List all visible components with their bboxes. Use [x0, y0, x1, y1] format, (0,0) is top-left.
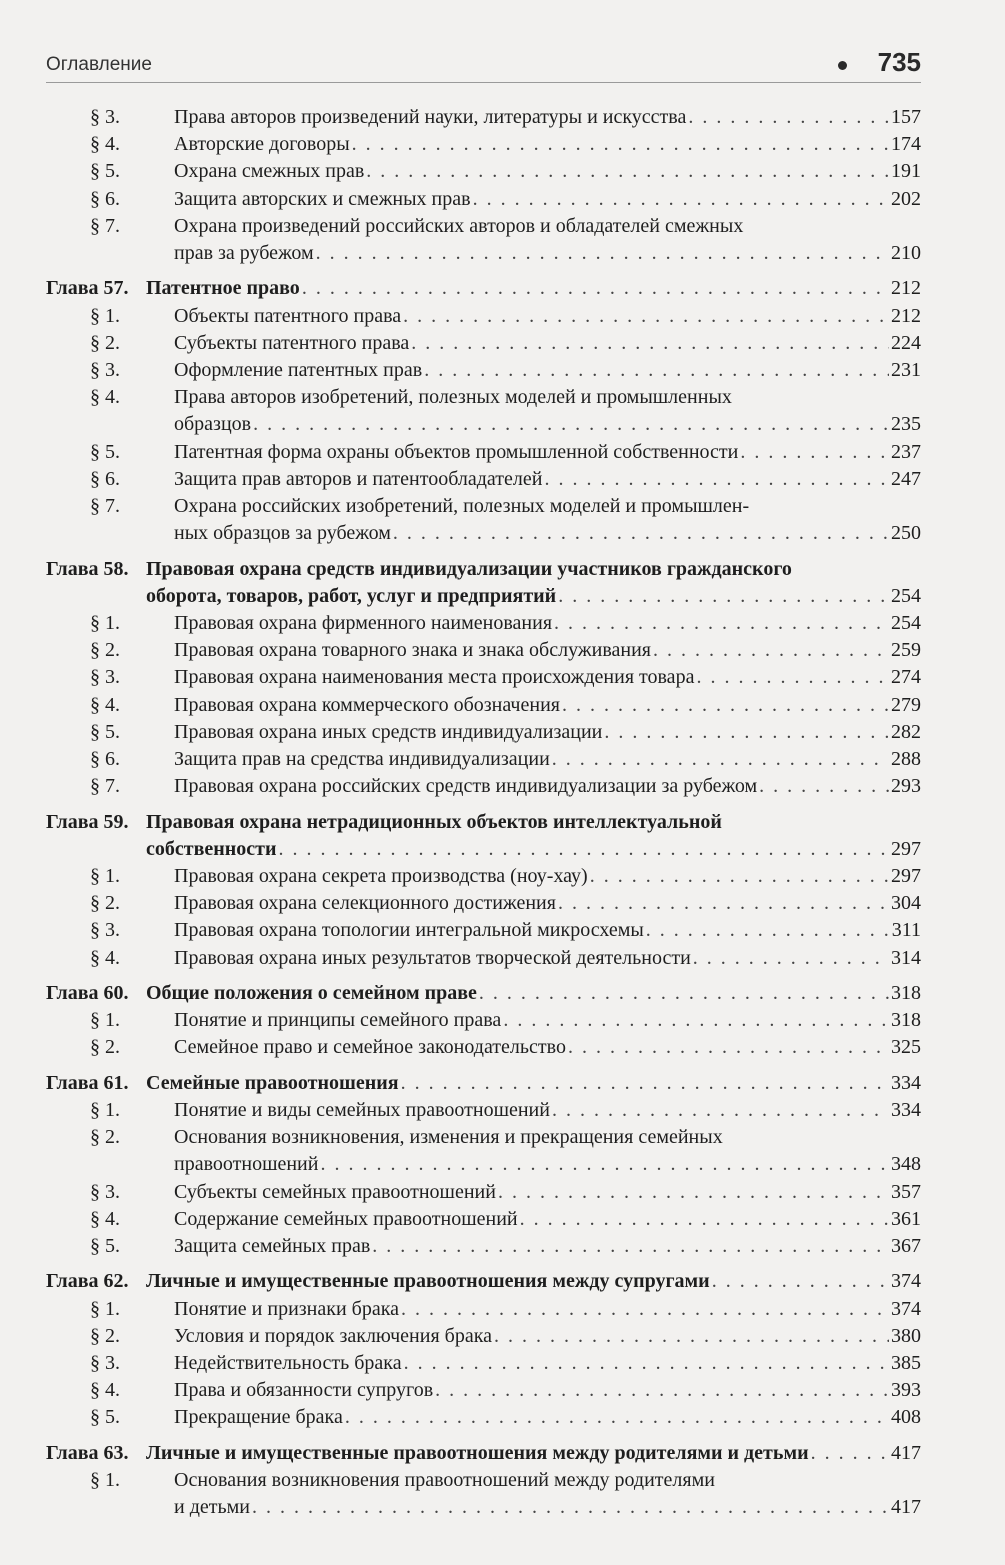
- dot-leader: [320, 1151, 889, 1178]
- entry-page-number: 297: [891, 865, 921, 888]
- toc-section-entry: [46, 1206, 921, 1233]
- entry-label: § 6.: [90, 187, 120, 210]
- entry-page-number: 311: [891, 919, 921, 942]
- dot-leader: [759, 773, 889, 800]
- toc-section-entry: [46, 104, 921, 131]
- toc-section-entry: [46, 1034, 921, 1061]
- entry-title-line: Недействительность брака: [174, 1352, 402, 1375]
- entry-page-number: 174: [891, 133, 921, 156]
- entry-title-line: прав за рубежом: [174, 242, 314, 265]
- dot-leader: [552, 1097, 889, 1124]
- entry-label: § 4.: [90, 1207, 120, 1230]
- toc-section-entry: [46, 1233, 921, 1260]
- dot-leader: [811, 1440, 889, 1467]
- dot-leader: [552, 746, 889, 773]
- entry-label: § 4.: [90, 133, 120, 156]
- entry-label: Глава 63.: [46, 1441, 129, 1464]
- entry-title-line: Объекты патентного права: [174, 304, 402, 327]
- dot-leader: [562, 692, 889, 719]
- entry-page-number: 250: [891, 522, 921, 545]
- entry-title-line: Семейное право и семейное законодательство: [174, 1036, 566, 1059]
- entry-label: § 4.: [90, 946, 120, 969]
- entry-page-number: 318: [891, 982, 921, 1005]
- toc-section-entry: [46, 945, 921, 972]
- entry-page-number: 417: [891, 1496, 921, 1519]
- dot-leader: [372, 1233, 889, 1260]
- entry-label: § 5.: [90, 720, 120, 743]
- entry-label: § 1.: [90, 865, 120, 888]
- entry-label: § 6.: [90, 748, 120, 771]
- running-header-title: Оглавление: [46, 54, 152, 75]
- entry-title-line: Основания возникновения, изменения и прекращения семейных: [174, 1126, 723, 1149]
- entry-title-line: Патентное право: [146, 277, 300, 300]
- entry-title-line: правоотношений: [174, 1153, 319, 1176]
- entry-label: § 7.: [90, 495, 120, 518]
- entry-title-line: Правовая охрана топологии интегральной микросхемы: [174, 919, 644, 942]
- running-header: [46, 47, 921, 83]
- entry-title-line: Авторские договоры: [174, 133, 350, 156]
- toc-section-entry: [46, 1377, 921, 1404]
- entry-title-line: Права авторов произведений науки, литературы и искусства: [174, 106, 687, 128]
- entry-title-line: Защита семейных прав: [174, 1235, 371, 1258]
- entry-label: § 1.: [90, 304, 120, 327]
- entry-page-number: 393: [891, 1379, 921, 1402]
- dot-leader: [403, 303, 889, 330]
- entry-title-line: образцов: [174, 413, 252, 436]
- entry-title-line: Охрана смежных прав: [174, 160, 365, 183]
- entry-label: § 4.: [90, 1379, 120, 1402]
- entry-page-number: 237: [891, 440, 921, 463]
- entry-title-line: Охрана российских изобретений, полезных моделей и промышлен-: [174, 495, 750, 518]
- entry-page-number: 212: [891, 304, 921, 327]
- entry-label: § 3.: [90, 1352, 120, 1375]
- dot-leader: [498, 1179, 889, 1206]
- entry-label: § 3.: [90, 666, 120, 689]
- toc-chapter-entry: [46, 1268, 921, 1295]
- entry-title-line: собственности: [146, 837, 277, 860]
- toc-section-entry: [46, 186, 921, 213]
- entry-page-number: 210: [891, 242, 921, 265]
- entry-label: § 2.: [90, 331, 120, 354]
- entry-title-line: Понятие и принципы семейного права: [174, 1009, 502, 1032]
- entry-title-line: Права авторов изобретений, полезных моделей и промышленных: [174, 386, 732, 409]
- entry-title-line: Правовая охрана товарного знака и знака обслуживания: [174, 639, 651, 662]
- toc-section-entry: [46, 384, 921, 438]
- dot-leader: [393, 520, 889, 547]
- dot-leader: [503, 1007, 889, 1034]
- entry-title-line: Семейные правоотношения: [146, 1071, 399, 1094]
- entry-label: Глава 61.: [46, 1071, 129, 1094]
- dot-leader: [554, 610, 889, 637]
- entry-label: § 5.: [90, 160, 120, 183]
- entry-page-number: 367: [891, 1235, 921, 1258]
- entry-title-line: Правовая охрана коммерческого обозначения: [174, 693, 560, 716]
- entry-title-line: Права и обязанности супругов: [174, 1379, 434, 1402]
- dot-leader: [411, 330, 889, 357]
- dot-leader: [404, 1350, 889, 1377]
- entry-title-line: Правовая охрана селекционного достижения: [174, 892, 556, 915]
- entry-label: § 3.: [90, 919, 120, 942]
- toc-section-entry: [46, 466, 921, 493]
- entry-page-number: 293: [891, 775, 921, 798]
- entry-label: § 2.: [90, 1126, 120, 1149]
- toc-section-entry: [46, 773, 921, 800]
- entry-page-number: 325: [891, 1036, 921, 1059]
- entry-title-line: Общие положения о семейном праве: [146, 982, 477, 1005]
- entry-label: Глава 59.: [46, 810, 129, 833]
- entry-page-number: 334: [891, 1071, 921, 1094]
- entry-title-line: Понятие и признаки брака: [174, 1297, 400, 1320]
- entry-title-line: Личные и имущественные правоотношения между супругами: [146, 1270, 710, 1293]
- entry-label: § 1.: [90, 1009, 120, 1032]
- dot-leader: [712, 1268, 889, 1295]
- entry-label: § 5.: [90, 1235, 120, 1258]
- toc-section-entry: [46, 610, 921, 637]
- toc-section-entry: [46, 1467, 921, 1521]
- entry-label: Глава 62.: [46, 1270, 129, 1293]
- toc-section-entry: [46, 439, 921, 466]
- dot-leader: [558, 890, 889, 917]
- entry-page-number: 282: [891, 720, 921, 743]
- entry-page-number: 157: [891, 106, 921, 128]
- dot-leader: [688, 104, 889, 131]
- table-of-contents: [46, 104, 921, 1521]
- toc-section-entry: [46, 664, 921, 691]
- entry-title-line: и детьми: [174, 1496, 250, 1519]
- dot-leader: [435, 1377, 889, 1404]
- toc-section-entry: [46, 357, 921, 384]
- toc-section-entry: [46, 1323, 921, 1350]
- dot-leader: [604, 719, 889, 746]
- entry-label: § 3.: [90, 359, 120, 382]
- dot-leader: [252, 1494, 889, 1521]
- entry-page-number: 259: [891, 639, 921, 662]
- dot-leader: [366, 158, 889, 185]
- dot-leader: [696, 664, 889, 691]
- toc-section-entry: [46, 917, 921, 944]
- entry-title-line: Правовая охрана иных средств индивидуализации: [174, 720, 603, 743]
- toc-chapter-entry: [46, 1440, 921, 1467]
- entry-title-line: Охрана произведений российских авторов и обладателей смежных: [174, 214, 744, 237]
- entry-page-number: 274: [891, 666, 921, 689]
- dot-leader: [253, 411, 889, 438]
- entry-page-number: 304: [891, 892, 921, 915]
- toc-section-entry: [46, 1124, 921, 1178]
- toc-section-entry: [46, 213, 921, 267]
- entry-page-number: 224: [891, 331, 921, 354]
- toc-section-entry: [46, 493, 921, 547]
- entry-page-number: 247: [891, 467, 921, 490]
- entry-label: Глава 60.: [46, 982, 129, 1005]
- entry-page-number: 202: [891, 187, 921, 210]
- toc-section-entry: [46, 1007, 921, 1034]
- entry-title-line: Содержание семейных правоотношений: [174, 1207, 518, 1230]
- entry-label: § 1.: [90, 1469, 120, 1492]
- toc-section-entry: [46, 863, 921, 890]
- entry-label: § 6.: [90, 467, 120, 490]
- toc-section-entry: [46, 1179, 921, 1206]
- entry-title-line: Субъекты патентного права: [174, 331, 410, 354]
- entry-label: § 2.: [90, 892, 120, 915]
- entry-title-line: Защита авторских и смежных прав: [174, 187, 471, 210]
- entry-label: § 4.: [90, 693, 120, 716]
- toc-chapter-entry: [46, 556, 921, 610]
- dot-leader: [568, 1034, 889, 1061]
- entry-title-line: Основания возникновения правоотношений между родителями: [174, 1469, 715, 1492]
- toc-chapter-entry: [46, 980, 921, 1007]
- dot-leader: [653, 637, 889, 664]
- entry-title-line: Защита прав авторов и патентообладателей: [174, 467, 543, 490]
- entry-label: § 7.: [90, 214, 120, 237]
- toc-chapter-entry: [46, 1070, 921, 1097]
- entry-label: § 1.: [90, 1099, 120, 1122]
- dot-leader: [494, 1323, 889, 1350]
- dot-leader: [693, 945, 889, 972]
- entry-page-number: 231: [891, 359, 921, 382]
- entry-page-number: 297: [891, 837, 921, 860]
- toc-chapter-entry: [46, 809, 921, 863]
- entry-title-line: Правовая охрана нетрадиционных объектов интеллектуальной: [146, 810, 722, 833]
- entry-page-number: 374: [891, 1270, 921, 1293]
- entry-label: § 7.: [90, 775, 120, 798]
- entry-label: § 2.: [90, 1324, 120, 1347]
- dot-leader: [401, 1070, 889, 1097]
- dot-leader: [558, 583, 889, 610]
- entry-page-number: 288: [891, 748, 921, 771]
- toc-section-entry: [46, 131, 921, 158]
- toc-section-entry: [46, 1350, 921, 1377]
- entry-page-number: 361: [891, 1207, 921, 1230]
- entry-page-number: 212: [891, 277, 921, 300]
- entry-page-number: 191: [891, 160, 921, 183]
- entry-label: Глава 58.: [46, 557, 129, 580]
- toc-section-entry: [46, 1097, 921, 1124]
- entry-page-number: 374: [891, 1297, 921, 1320]
- bullet-icon: [838, 61, 847, 70]
- dot-leader: [479, 980, 889, 1007]
- toc-chapter-entry: [46, 275, 921, 302]
- entry-title-line: Правовая охрана средств индивидуализации участников гражданского: [146, 557, 792, 580]
- entry-title-line: Прекращение брака: [174, 1406, 343, 1429]
- toc-section-entry: [46, 719, 921, 746]
- entry-title-line: Условия и порядок заключения брака: [174, 1324, 492, 1347]
- entry-label: Глава 57.: [46, 277, 129, 300]
- dot-leader: [740, 439, 889, 466]
- entry-title-line: Оформление патентных прав: [174, 359, 423, 382]
- entry-page-number: 357: [891, 1180, 921, 1203]
- entry-page-number: 254: [891, 584, 921, 607]
- dot-leader: [473, 186, 889, 213]
- toc-section-entry: [46, 158, 921, 185]
- entry-title-line: ных образцов за рубежом: [174, 522, 391, 545]
- entry-page-number: 417: [891, 1441, 921, 1464]
- entry-title-line: Правовая охрана наименования места происхождения товара: [174, 666, 695, 689]
- toc-section-entry: [46, 746, 921, 773]
- dot-leader: [401, 1296, 889, 1323]
- entry-label: § 2.: [90, 639, 120, 662]
- dot-leader: [520, 1206, 889, 1233]
- toc-section-entry: [46, 692, 921, 719]
- entry-title-line: оборота, товаров, работ, услуг и предприятий: [146, 584, 557, 607]
- dot-leader: [646, 917, 890, 944]
- toc-section-entry: [46, 303, 921, 330]
- toc-section-entry: [46, 637, 921, 664]
- entry-page-number: 318: [891, 1009, 921, 1032]
- entry-title-line: Защита прав на средства индивидуализации: [174, 748, 550, 771]
- dot-leader: [279, 836, 889, 863]
- entry-page-number: 408: [891, 1406, 921, 1429]
- entry-title-line: Субъекты семейных правоотношений: [174, 1180, 496, 1203]
- entry-label: § 1.: [90, 612, 120, 635]
- toc-section-entry: [46, 1296, 921, 1323]
- entry-label: § 5.: [90, 440, 120, 463]
- entry-title-line: Патентная форма охраны объектов промышленной собственности: [174, 440, 739, 463]
- toc-section-entry: [46, 890, 921, 917]
- entry-page-number: 334: [891, 1099, 921, 1122]
- entry-page-number: 254: [891, 612, 921, 635]
- dot-leader: [316, 240, 889, 267]
- page-number: 735: [877, 47, 921, 77]
- dot-leader: [345, 1404, 889, 1431]
- entry-page-number: 348: [891, 1153, 921, 1176]
- entry-title-line: Правовая охрана иных результатов творческой деятельности: [174, 946, 691, 969]
- entry-label: § 5.: [90, 1406, 120, 1429]
- entry-title-line: Правовая охрана фирменного наименования: [174, 612, 553, 635]
- dot-leader: [352, 131, 889, 158]
- entry-label: § 2.: [90, 1036, 120, 1059]
- dot-leader: [302, 275, 889, 302]
- entry-page-number: 279: [891, 693, 921, 716]
- dot-leader: [590, 863, 889, 890]
- entry-title-line: Личные и имущественные правоотношения между родителями и детьми: [146, 1441, 809, 1464]
- entry-label: § 4.: [90, 386, 120, 409]
- entry-page-number: 380: [891, 1324, 921, 1347]
- entry-page-number: 385: [891, 1352, 921, 1375]
- entry-title-line: Правовая охрана российских средств индивидуализации за рубежом: [174, 775, 758, 798]
- entry-page-number: 314: [891, 946, 921, 969]
- toc-section-entry: [46, 330, 921, 357]
- entry-title-line: Понятие и виды семейных правоотношений: [174, 1099, 550, 1122]
- entry-label: § 3.: [90, 1180, 120, 1203]
- dot-leader: [544, 466, 889, 493]
- entry-label: § 1.: [90, 1297, 120, 1320]
- entry-page-number: 235: [891, 413, 921, 436]
- entry-label: § 3.: [90, 106, 120, 128]
- toc-section-entry: [46, 1404, 921, 1431]
- dot-leader: [424, 357, 889, 384]
- entry-title-line: Правовая охрана секрета производства (ноу-хау): [174, 865, 588, 888]
